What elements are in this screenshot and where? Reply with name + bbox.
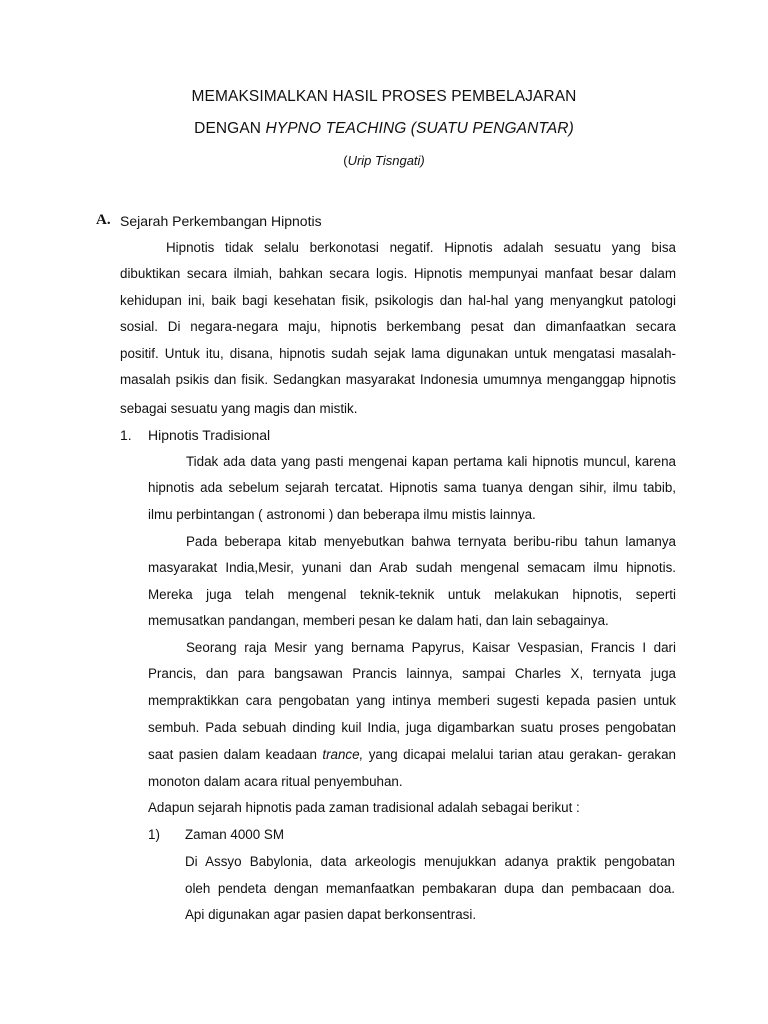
line-text: yang dicapai melalui tarian atau gerakan- gerakan <box>363 747 676 762</box>
section-a-line: positif. Untuk itu, disana, hipnotis sudah sejak lama digunakan untuk mengatasi masalah- <box>120 346 676 361</box>
section-a-letter: A. <box>96 212 111 228</box>
subsection-1-line: Seorang raja Mesir yang bernama Papyrus, Kaisar Vespasian, Francis I dari <box>186 640 676 655</box>
section-a-line: dibuktikan secara ilmiah, bahkan secara logis. Hipnotis mempunyai manfaat besar dalam <box>120 266 676 281</box>
line-text: saat pasien dalam keadaan <box>148 747 323 762</box>
trance-word: trance, <box>322 747 364 762</box>
subsection-1-line: hipnotis ada sebelum sejarah tercatat. Hipnotis sama tuanya dengan sihir, ilmu tabib, <box>148 480 676 495</box>
subsection-1-line: Prancis, dan para bangsawan Prancis lainnya, sampai Charles X, ternyata juga <box>148 666 676 681</box>
item-1-heading: Zaman 4000 SM <box>185 827 284 842</box>
subsection-1-line <box>148 747 676 762</box>
subsection-1-number: 1. <box>120 427 132 443</box>
title-italic: HYPNO TEACHING (SUATU PENGANTAR) <box>265 120 574 137</box>
subsection-1-line: mempraktikkan cara pengobatan yang intinya memberi sugesti kepada pasien untuk <box>148 693 676 708</box>
author-paren: ( <box>343 153 348 168</box>
document-title-line1: MEMAKSIMALKAN HASIL PROSES PEMBELAJARAN <box>191 88 577 105</box>
title-prefix: DENGAN <box>194 120 266 137</box>
subsection-1-line: monoton dalam acara ritual penyembuhan. <box>148 774 403 789</box>
subsection-1-line: sembuh. Pada sebuah dinding kuil India, juga digambarkan suatu proses pengobatan <box>148 720 676 735</box>
subsection-1-line: masyarakat India,Mesir, yunani dan Arab sudah mengenal semacam ilmu hipnotis. <box>148 560 676 575</box>
item-1-number: 1) <box>148 827 160 842</box>
subsection-1-line: Tidak ada data yang pasti mengenai kapan pertama kali hipnotis muncul, karena <box>186 454 676 469</box>
section-a-line: masalah psikis dan fisik. Sedangkan masyarakat Indonesia umumnya menganggap hipnotis <box>120 372 676 387</box>
subsection-1-line: ilmu perbintangan ( astronomi ) dan beberapa ilmu mistis lainnya. <box>148 507 536 522</box>
subsection-1-line: memusatkan pandangan, memberi pesan ke dalam hati, dan lain sebagainya. <box>148 613 609 628</box>
section-a-heading: Sejarah Perkembangan Hipnotis <box>120 213 322 229</box>
section-a-line: Hipnotis tidak selalu berkonotasi negatif. Hipnotis adalah sesuatu yang bisa <box>166 240 676 255</box>
author-name: Urip Tisngati) <box>347 153 425 168</box>
item-1-line: Api digunakan agar pasien dapat berkonsentrasi. <box>185 907 477 922</box>
subsection-1-line: Pada beberapa kitab menyebutkan bahwa ternyata beribu-ribu tahun lamanya <box>186 534 676 549</box>
document-title-line2 <box>0 120 768 138</box>
section-a-line: sosial. Di negara-negara maju, hipnotis berkembang pesat dan dimanfaatkan secara <box>120 319 676 334</box>
subsection-1-line: Mereka juga telah mengenal teknik-teknik untuk melakukan hipnotis, seperti <box>148 587 676 602</box>
item-1-line: oleh pendeta dengan memanfaatkan pembakaran dupa dan pembacaan doa. <box>185 881 675 896</box>
section-a-line: sebagai sesuatu yang magis dan mistik. <box>120 401 358 416</box>
item-1-line: Di Assyo Babylonia, data arkeologis menujukkan adanya praktik pengobatan <box>185 854 675 869</box>
subsection-1-heading: Hipnotis Tradisional <box>148 427 271 443</box>
subsection-1-intro: Adapun sejarah hipnotis pada zaman tradisional adalah sebagai berikut : <box>148 800 580 815</box>
document-author <box>0 153 768 168</box>
section-a-line: kehidupan ini, baik bagi kesehatan fisik, psikologis dan hal-hal yang menyangkut patologi <box>120 293 676 308</box>
